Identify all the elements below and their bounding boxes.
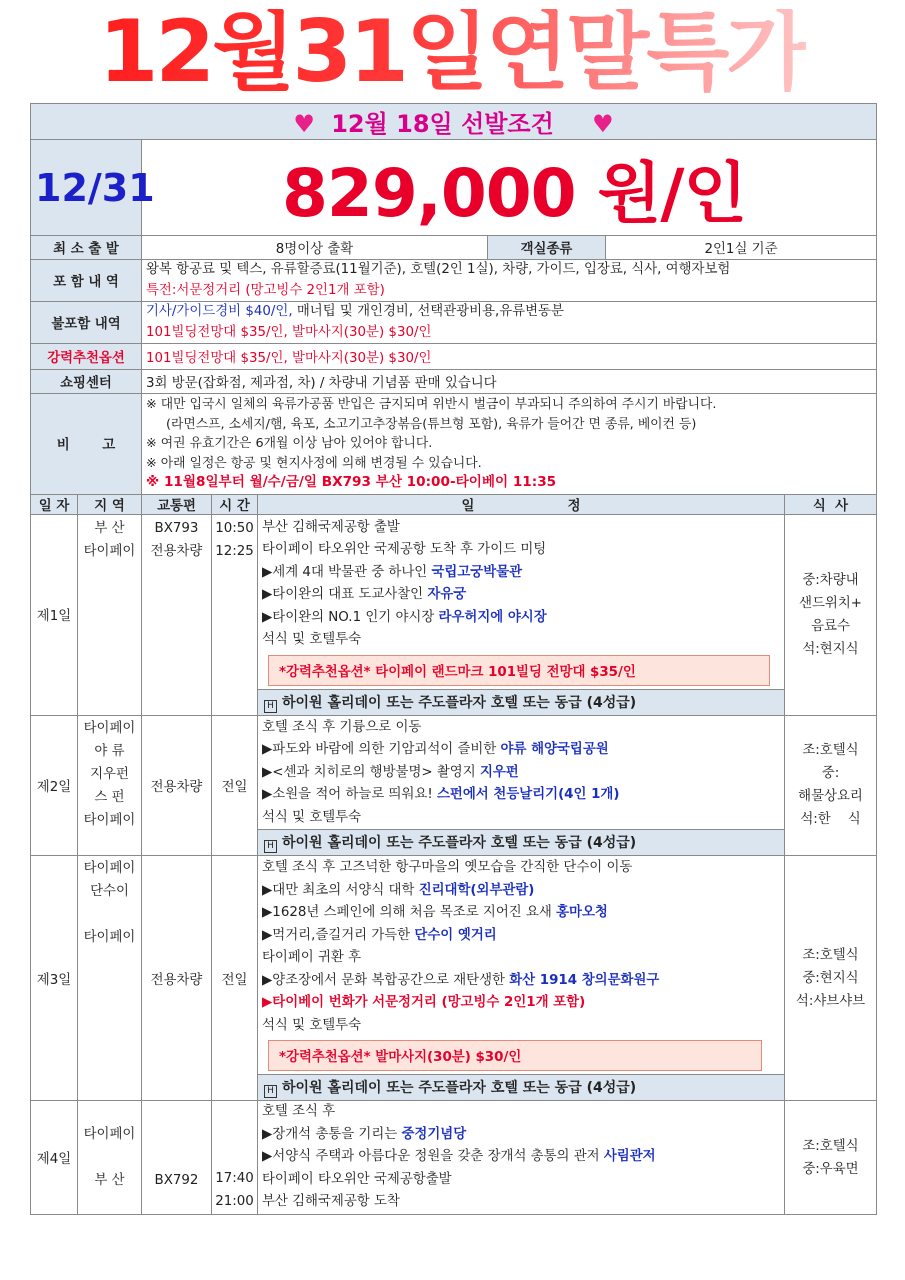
schedule-line: ▶1628년 스페인에 의해 처음 목조로 지어진 요새 xyxy=(262,905,557,920)
excludes-label: 불포함 내역 xyxy=(31,302,142,344)
remark-line: ※ 대만 입국시 일체의 육류가공품 반입은 금지되며 위반시 벌금이 부과되니 주의하여 주시기 바랍니다. xyxy=(146,397,717,412)
hotel-text: 하이원 홀리데이 또는 주도플라자 호텔 또는 동급 (4성급) xyxy=(282,1080,637,1096)
remark-line: (라면스프, 소세지/햄, 육포, 소고기고추장볶음(튜브형 포함), 육류가 들어간 면 종류, 베이컨 등) xyxy=(166,416,697,432)
place-highlight: 스펀에서 천등날리기(4인 1개) xyxy=(436,787,620,802)
room-type-value: 2인1실 기준 xyxy=(606,236,877,260)
meal-item: 조:호텔식 xyxy=(802,743,859,759)
schedule-line: ▶대만 최초의 서양식 대학 xyxy=(262,882,419,898)
hotel-icon: H xyxy=(264,1085,277,1098)
day1-schedule xyxy=(258,514,785,715)
col-meal: 식 사 xyxy=(785,494,877,514)
guide-fee: 기사/가이드경비 $40/인, xyxy=(146,304,293,319)
region-item: 단수이 xyxy=(90,884,129,899)
schedule-line: ▶서양식 주택과 아름다운 정원을 갖춘 장개석 총통의 관저 xyxy=(262,1149,604,1164)
remarks-cell xyxy=(142,394,877,495)
heart-icon: ♥ xyxy=(293,110,315,138)
meal-item: 석:샤브샤브 xyxy=(795,993,866,1009)
includes-special: 특전:서문정거리 (망고빙수 2인1개 포함) xyxy=(146,282,385,298)
schedule-line: ▶타이완의 대표 도교사찰인 xyxy=(262,587,428,602)
col-transport: 교통편 xyxy=(142,494,212,514)
option-box: *강력추천옵션* 발마사지(30분) $30/인 xyxy=(268,1040,762,1071)
day4-region xyxy=(78,1101,142,1215)
transport-item: BX792 xyxy=(154,1173,199,1188)
excludes-row xyxy=(31,302,877,344)
schedule-line: ▶파도와 바람에 의한 기암괴석이 즐비한 xyxy=(262,742,501,757)
schedule-line: 타이페이 타오위안 국제공항 도착 후 가이드 미팅 xyxy=(262,542,547,557)
min-departure-label: 최 소 출 발 xyxy=(31,236,142,260)
region-item: 스 펀 xyxy=(94,789,125,805)
region-item: 지우펀 xyxy=(90,766,129,782)
schedule-line: 석식 및 호텔투숙 xyxy=(262,1017,362,1033)
day3-transport: 전용차량 xyxy=(142,856,212,1101)
region-item: 타이페이 xyxy=(83,930,136,945)
place-highlight: 중정기념당 xyxy=(401,1126,467,1142)
selection-condition-cell xyxy=(31,104,877,140)
room-type-label: 객실종류 xyxy=(488,236,606,260)
time-item: 17:40 xyxy=(215,1171,254,1186)
region-item: 부 산 xyxy=(94,1173,125,1188)
schedule-line: 석식 및 호텔투숙 xyxy=(262,632,362,647)
region-item: 부 산 xyxy=(94,520,125,536)
meal-item: 샌드위치+ xyxy=(799,595,862,611)
day2-meal xyxy=(785,715,877,856)
day3-time: 전일 xyxy=(212,856,258,1101)
col-schedule: 일 정 xyxy=(258,494,785,514)
meal-item: 석:현지식 xyxy=(802,641,859,657)
schedule-line: 타이페이 귀환 후 xyxy=(262,950,362,965)
meal-item: 중: xyxy=(821,766,840,782)
place-highlight: 홍마오청 xyxy=(556,905,608,920)
shopping-label: 쇼핑센터 xyxy=(31,370,142,394)
time-item: 21:00 xyxy=(215,1194,254,1209)
meal-item: 해물상요리 xyxy=(798,789,863,805)
option-box: *강력추천옵션* 타이페이 랜드마크 101빌딩 전망대 $35/인 xyxy=(268,655,770,686)
remarks-label: 비 고 xyxy=(31,394,142,495)
schedule-line: 호텔 조식 후 xyxy=(262,1104,336,1119)
transport-spacer xyxy=(142,1123,211,1169)
schedule-line: ▶소원을 적어 하늘로 띄워요! xyxy=(262,787,437,802)
hotel-text: 하이원 홀리데이 또는 주도플라자 호텔 또는 동급 (4성급) xyxy=(282,694,637,711)
schedule-line: ▶세계 4대 박물관 중 하나인 xyxy=(262,564,432,580)
remark-line: ※ 아래 일정은 항공 및 현지사정에 의해 변경될 수 있습니다. xyxy=(146,455,482,471)
selection-row xyxy=(31,104,877,140)
region-item: 타이페이 xyxy=(83,720,136,736)
day2-schedule xyxy=(258,715,785,856)
schedule-line: 호텔 조식 후 고즈넉한 항구마을의 옛모습을 간직한 단수이 이동 xyxy=(262,860,633,875)
day2-label: 제2일 xyxy=(31,715,78,856)
price-row xyxy=(31,140,877,236)
region-spacer xyxy=(78,903,141,926)
recommended-label: 강력추천옵션 xyxy=(31,344,142,370)
meal-item: 조:호텔식 xyxy=(802,947,859,963)
schedule-line: 부산 김해국제공항 도착 xyxy=(262,1194,400,1209)
schedule-line: 호텔 조식 후 기륭으로 이동 xyxy=(262,719,422,735)
day2-region xyxy=(78,715,142,856)
remark-line: ※ 여권 유효기간은 6개월 이상 남아 있어야 합니다. xyxy=(146,436,433,451)
schedule-line: ▶타이완의 NO.1 인기 야시장 xyxy=(262,609,439,625)
day4-schedule xyxy=(258,1101,785,1215)
meal-item: 음료수 xyxy=(811,618,850,634)
hotel-line xyxy=(258,1074,784,1100)
region-spacer xyxy=(78,1146,141,1169)
place-highlight: 사림관저 xyxy=(603,1149,656,1164)
day4-time xyxy=(212,1101,258,1215)
place-highlight: 진리대학(외부관람) xyxy=(418,882,535,898)
day2-time: 전일 xyxy=(212,715,258,856)
day4-transport xyxy=(142,1101,212,1215)
region-item: 타이페이 xyxy=(83,812,136,828)
col-day: 일 자 xyxy=(31,494,78,514)
excludes-options: 101빌딩전망대 $35/인, 발마사지(30분) $30/인 xyxy=(146,324,432,340)
schedule-line: ▶장개석 총통을 기리는 xyxy=(262,1126,402,1142)
day4-label: 제4일 xyxy=(31,1101,78,1215)
itinerary-sheet xyxy=(30,103,877,1215)
day3-label: 제3일 xyxy=(31,856,78,1101)
region-item: 야 류 xyxy=(94,743,125,759)
day1-label: 제1일 xyxy=(31,514,78,715)
includes-cell xyxy=(142,260,877,302)
day1-row xyxy=(31,514,877,715)
day1-time xyxy=(212,514,258,715)
schedule-line: ▶<센과 치히로의 행방불명> 촬영지 xyxy=(262,764,480,780)
includes-text: 왕복 항공료 및 텍스, 유류할증료(11월기준), 호텔(2인 1실), 차량, 가이드, 입장료, 식사, 여행자보험 xyxy=(146,262,731,277)
recommended-row xyxy=(31,344,877,370)
day3-region xyxy=(78,856,142,1101)
meal-item: 석:한 식 xyxy=(800,812,861,828)
includes-label: 포 함 내 역 xyxy=(31,260,142,302)
place-highlight: 지우펀 xyxy=(479,764,519,780)
promo-title-banner xyxy=(0,0,905,104)
schedule-line: 부산 김해국제공항 출발 xyxy=(262,519,400,535)
meal-item: 중:차량내 xyxy=(802,572,859,588)
schedule-line: ▶양조장에서 문화 복합공간으로 재탄생한 xyxy=(262,972,510,988)
hotel-line xyxy=(258,689,784,715)
day2-transport: 전용차량 xyxy=(142,715,212,856)
place-highlight: 라우허지에 야시장 xyxy=(438,609,547,625)
min-departure-row xyxy=(31,236,877,260)
day1-region xyxy=(78,514,142,715)
time-item: 10:50 xyxy=(215,520,254,536)
heart-icon: ♥ xyxy=(592,110,614,138)
departure-date: 12/31 xyxy=(31,140,142,236)
place-highlight: 야류 해양국립공원 xyxy=(500,742,609,757)
transport-item: BX793 xyxy=(154,520,199,536)
remark-flight-change: ※ 11월8일부터 월/수/금/일 BX793 부산 10:00-타이베이 11:35 xyxy=(146,474,557,490)
schedule-line-special: ▶타이베이 번화가 서문정거리 (망고빙수 2인1개 포함) xyxy=(262,995,586,1010)
excludes-cell xyxy=(142,302,877,344)
place-highlight: 화산 1914 창의문화원구 xyxy=(509,972,660,988)
excludes-text: 매너팁 및 개인경비, 선택관광비용,유류변동분 xyxy=(292,304,564,319)
hotel-icon: H xyxy=(264,700,277,713)
col-time: 시 간 xyxy=(212,494,258,514)
day2-row xyxy=(31,715,877,856)
meal-item: 중:현지식 xyxy=(802,970,859,986)
recommended-value: 101빌딩전망대 $35/인, 발마사지(30분) $30/인 xyxy=(142,344,877,370)
region-item: 타이페이 xyxy=(83,861,136,876)
time-item: 12:25 xyxy=(215,543,254,559)
price: 829,000 원/인 xyxy=(142,140,877,236)
schedule-header-row xyxy=(31,494,877,514)
shopping-row xyxy=(31,370,877,394)
day3-meal xyxy=(785,856,877,1101)
schedule-line: 타이페이 타오위안 국제공항출발 xyxy=(262,1171,452,1187)
day1-meal xyxy=(785,514,877,715)
region-item: 타이페이 xyxy=(83,1127,136,1142)
remarks-row xyxy=(31,394,877,495)
transport-item: 전용차량 xyxy=(150,543,203,559)
place-highlight: 국립고궁박물관 xyxy=(431,564,522,580)
day1-transport xyxy=(142,514,212,715)
meal-item: 조:호텔식 xyxy=(802,1138,859,1154)
hotel-icon: H xyxy=(264,840,277,853)
day3-schedule xyxy=(258,856,785,1101)
day4-meal xyxy=(785,1101,877,1215)
min-departure-value: 8명이상 출확 xyxy=(142,236,488,260)
selection-condition: 12월 18일 선발조건 xyxy=(331,110,554,138)
place-highlight: 자유궁 xyxy=(427,587,467,602)
place-highlight: 단수이 옛거리 xyxy=(414,927,497,943)
hotel-text: 하이원 홀리데이 또는 주도플라자 호텔 또는 동급 (4성급) xyxy=(282,835,637,851)
region-item: 타이페이 xyxy=(83,543,136,559)
schedule-line: 석식 및 호텔투숙 xyxy=(262,809,362,825)
hotel-line xyxy=(258,829,784,855)
schedule-line: ▶먹거리,즐길거리 가득한 xyxy=(262,927,415,943)
day4-row xyxy=(31,1101,877,1215)
includes-row xyxy=(31,260,877,302)
promo-title: 12월31일연말특가 xyxy=(98,2,807,102)
col-region: 지 역 xyxy=(78,494,142,514)
shopping-value: 3회 방문(잡화점, 제과점, 차) / 차량내 기념품 판매 있습니다 xyxy=(142,370,877,394)
meal-item: 중:우육면 xyxy=(802,1161,859,1177)
day3-row xyxy=(31,856,877,1101)
